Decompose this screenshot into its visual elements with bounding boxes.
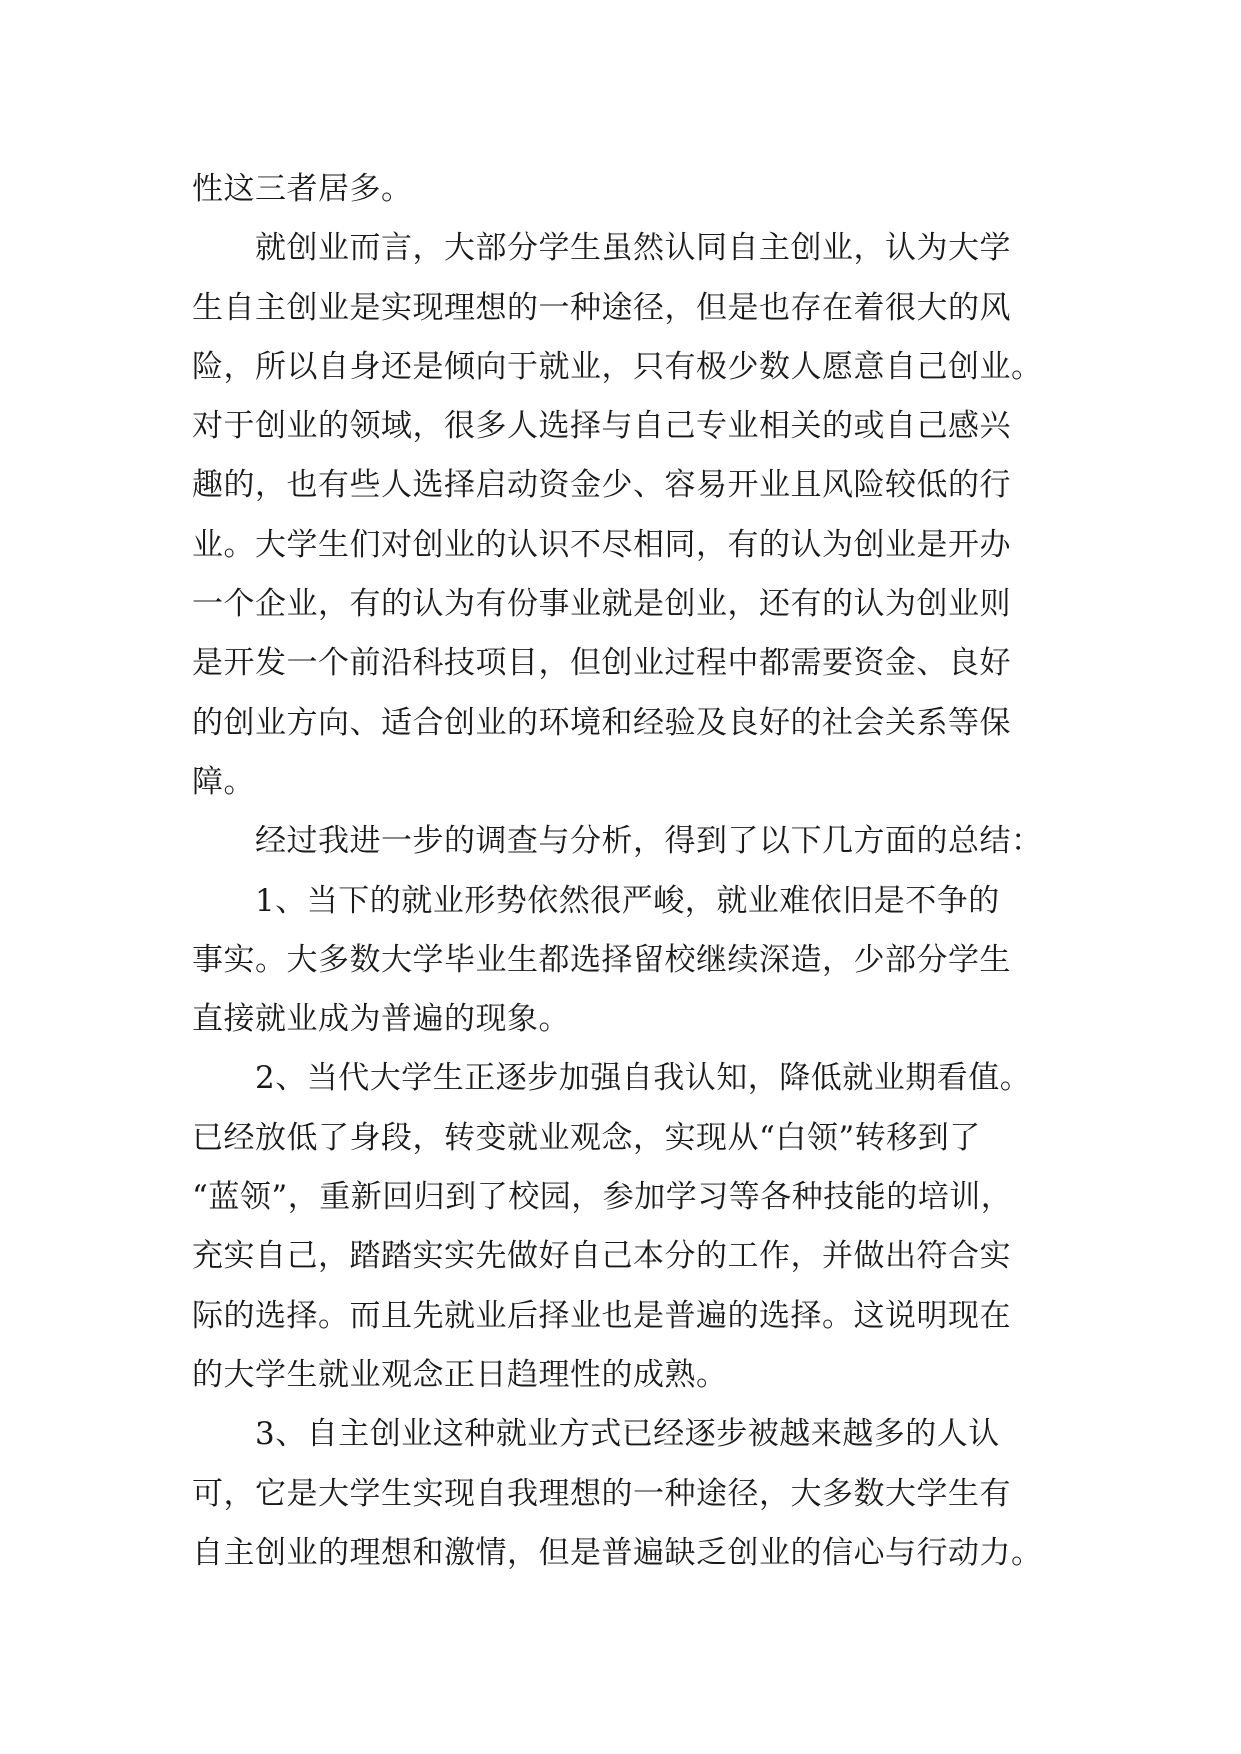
text-line: 性这三者居多。 <box>192 171 413 207</box>
text-line: “蓝领”，重新回归到了校园，参加学习等各种技能的培训， <box>192 1179 1013 1216</box>
text-line: 险，所以自身还是倾向于就业，只有极少数人愿意自己创业。 <box>192 348 1043 385</box>
text-line: 充实自己，踏踏实实先做好自己本分的工作，并做出符合实 <box>192 1238 1011 1275</box>
text-line: 对于创业的领域，很多人选择与自己专业相关的或自己感兴 <box>192 408 1011 445</box>
text-line: 3、自主创业这种就业方式已经逐步被越来越多的人认 <box>192 1416 1000 1453</box>
text-line: 是开发一个前沿科技项目，但创业过程中都需要资金、良好 <box>192 645 1011 682</box>
text-line: 生自主创业是实现理想的一种途径，但是也存在着很大的风 <box>192 289 1011 326</box>
text-line: 1、当下的就业形势依然很严峻，就业难依旧是不争的 <box>192 882 1000 919</box>
text-line: 可，它是大学生实现自我理想的一种途径，大多数大学生有 <box>192 1475 1011 1512</box>
text-line: 自主创业的理想和激情，但是普遍缺乏创业的信心与行动力。 <box>192 1534 1043 1571</box>
text-line: 一个企业，有的认为有份事业就是创业，还有的认为创业则 <box>192 586 1011 623</box>
text-line: 2、当代大学生正逐步加强自我认知，降低就业期看值。 <box>192 1060 1032 1097</box>
text-line: 事实。大多数大学毕业生都选择留校继续深造，少部分学生 <box>192 941 1011 978</box>
text-line: 业。大学生们对创业的认识不尽相同，有的认为创业是开办 <box>192 526 1011 563</box>
text-line: 趣的，也有些人选择启动资金少、容易开业且风险较低的行 <box>192 467 1011 504</box>
text-line: 的创业方向、适合创业的环境和经验及良好的社会关系等保 <box>192 704 1011 741</box>
body-text <box>192 160 1072 1583</box>
text-line: 经过我进一步的调查与分析，得到了以下几方面的总结： <box>192 823 1043 860</box>
text-line: 直接就业成为普遍的现象。 <box>192 1001 570 1038</box>
text-line: 的大学生就业观念正日趋理性的成熟。 <box>192 1356 728 1393</box>
text-line: 障。 <box>192 763 255 800</box>
text-line: 际的选择。而且先就业后择业也是普遍的选择。这说明现在 <box>192 1297 1011 1334</box>
text-line: 已经放低了身段，转变就业观念，实现从“白领”转移到了 <box>192 1119 981 1156</box>
text-line: 就创业而言，大部分学生虽然认同自主创业，认为大学 <box>192 230 1011 267</box>
